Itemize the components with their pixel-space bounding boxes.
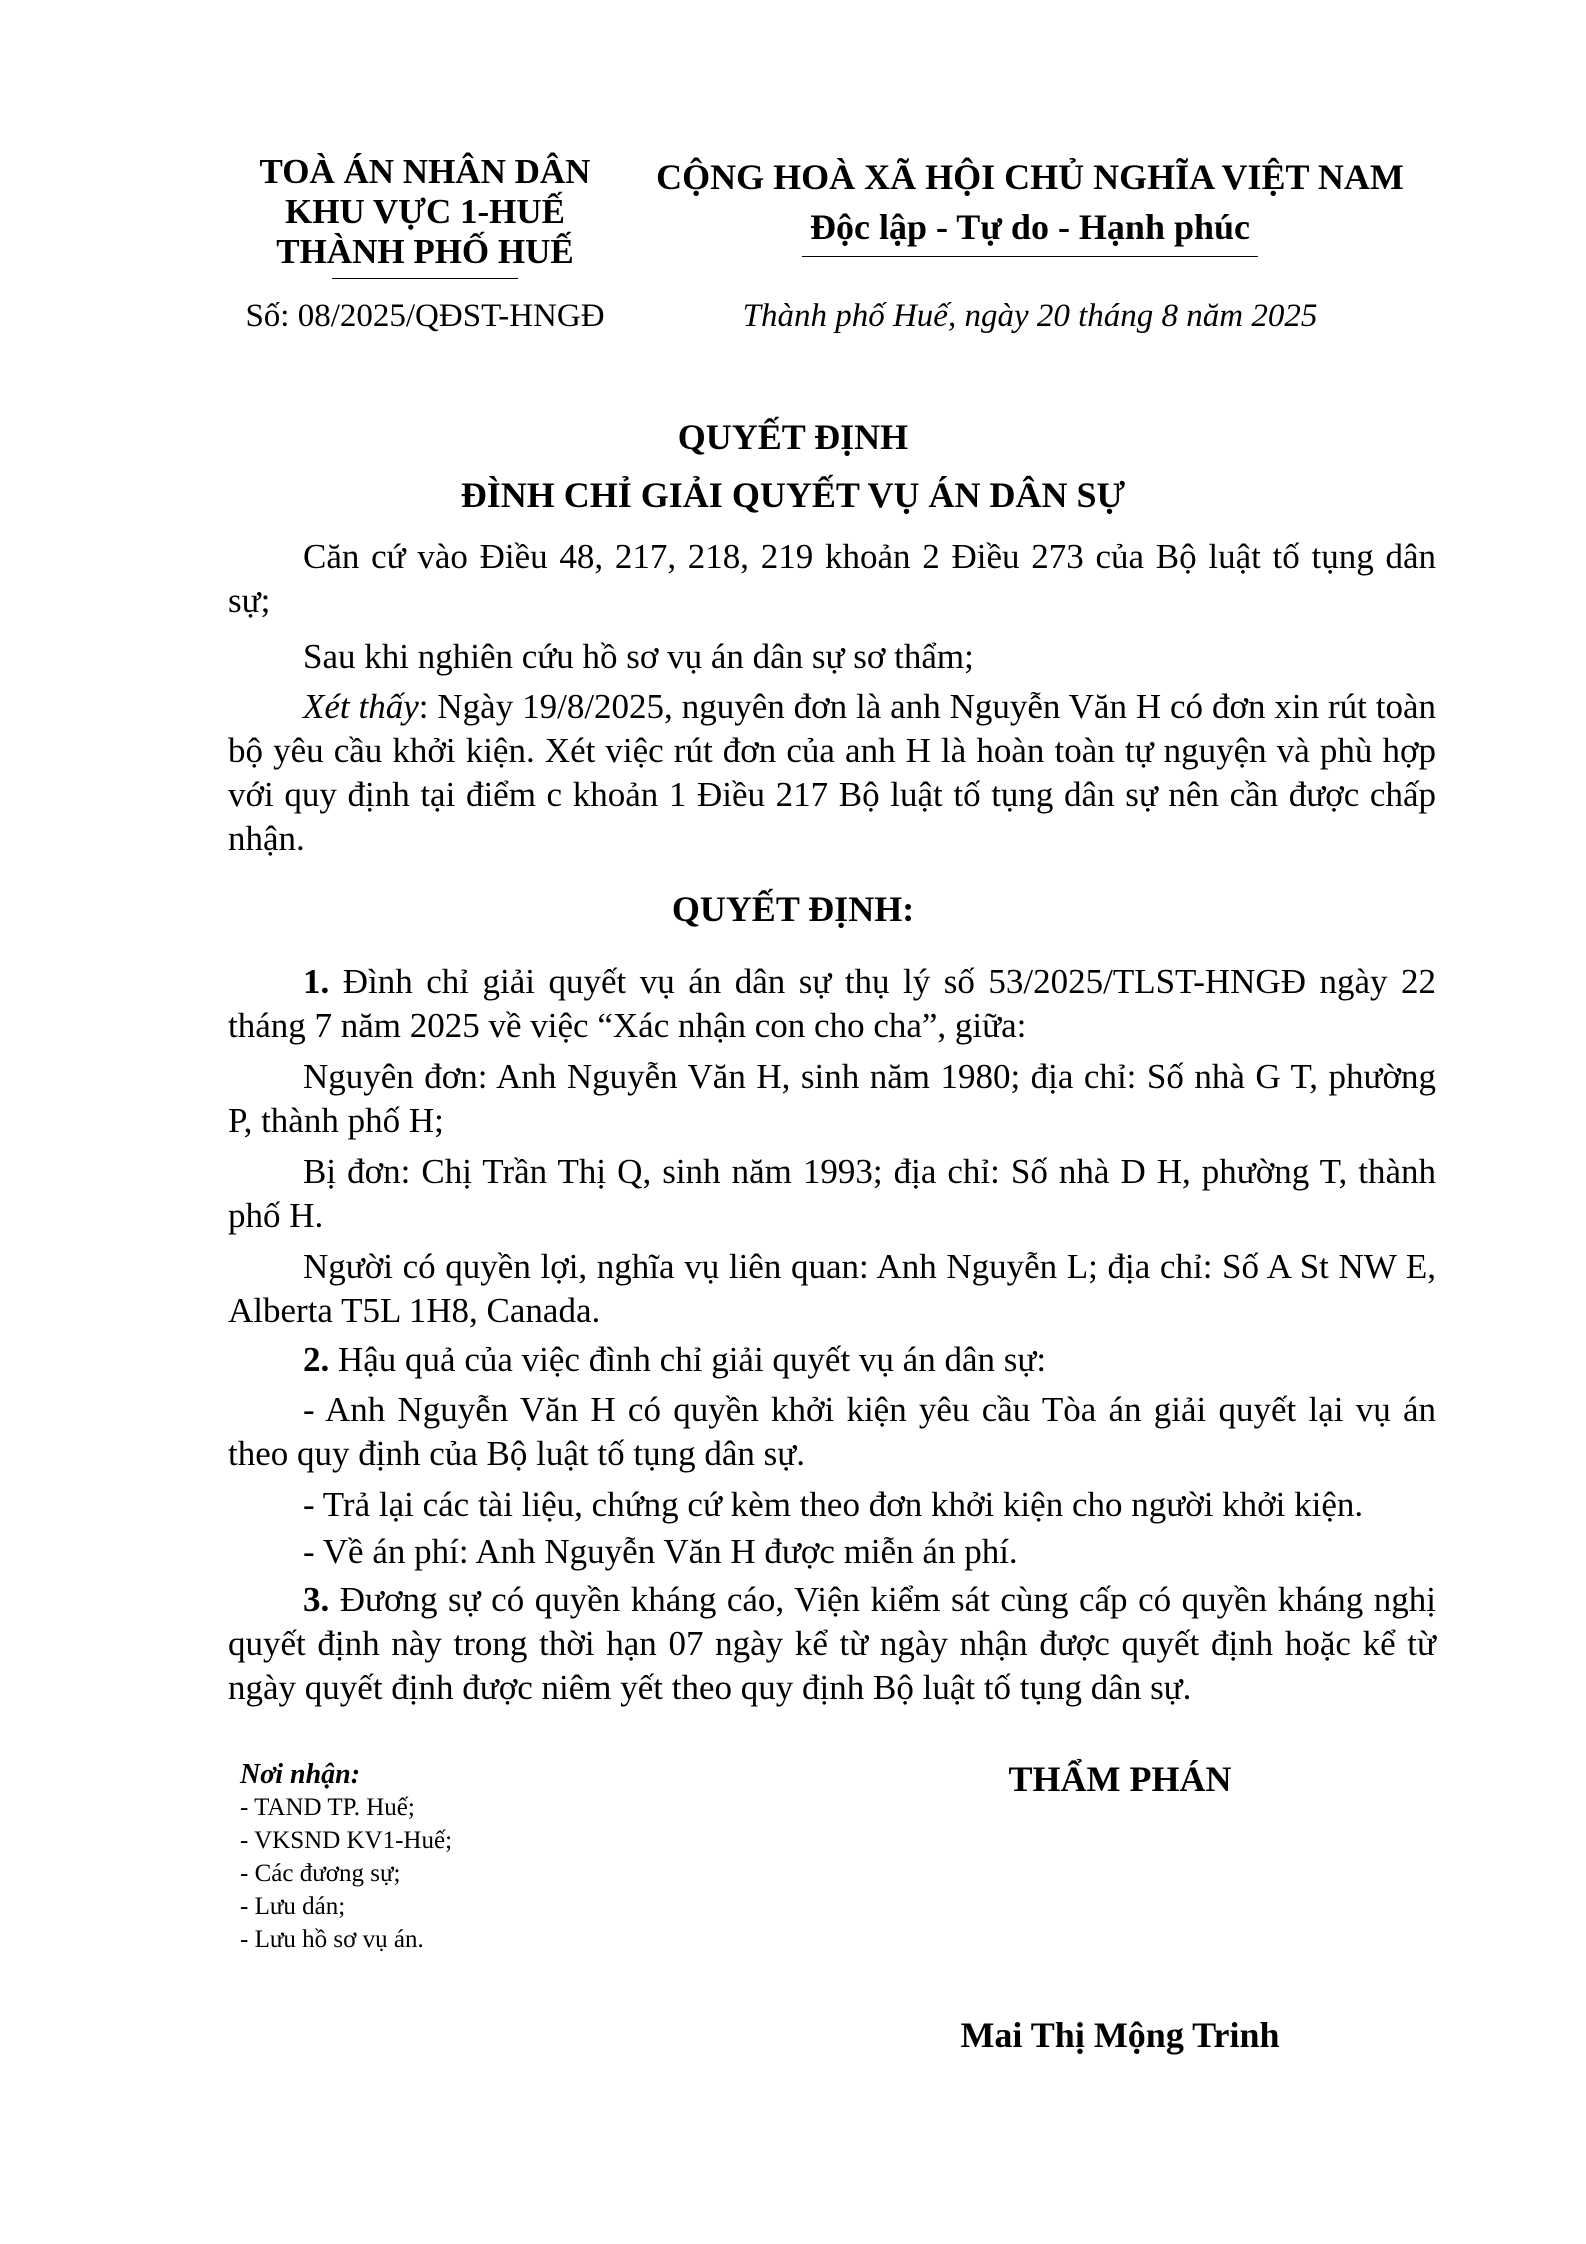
defendant-paragraph: Bị đơn: Chị Trần Thị Q, sinh năm 1993; địa chỉ: Số nhà D H, phường T, thành phố H. bbox=[228, 1152, 1436, 1235]
related-party-paragraph: Người có quyền lợi, nghĩa vụ liên quan: Anh Nguyễn L; địa chỉ: Số A St NW E, Alberta T5L 1H8, Canada. bbox=[228, 1247, 1436, 1330]
national-header bbox=[650, 152, 1410, 257]
decision-item-3 bbox=[228, 1578, 1436, 1710]
court-name-line3: THÀNH PHỐ HUẾ bbox=[276, 232, 574, 271]
considering-text: : Ngày 19/8/2025, nguyên đơn là anh Nguyễn Văn H có đơn xin rút toàn bộ yêu cầu khởi kiện. Xét việc rút đơn của anh H là hoàn toàn tự nguyện và phù hợp với quy định tại điểm c khoản 1 Điều 217 Bộ luật tố tụng dân sự nên cần được chấp nhận. bbox=[228, 687, 1436, 858]
item-3-number: 3. bbox=[303, 1580, 330, 1619]
item-1-text: Đình chỉ giải quyết vụ án dân sự thụ lý số 53/2025/TLST-HNGĐ ngày 22 tháng 7 năm 2025 về việc “Xác nhận con cho cha”, giữa: bbox=[228, 962, 1436, 1045]
document-title: QUYẾT ĐỊNH bbox=[677, 417, 909, 457]
item-1-number: 1. bbox=[303, 962, 330, 1001]
consequence-refile: - Anh Nguyễn Văn H có quyền khởi kiện yêu cầu Tòa án giải quyết lại vụ án theo quy định của Bộ luật tố tụng dân sự. bbox=[228, 1390, 1436, 1473]
recipient-item: - Lưu dán; bbox=[240, 1893, 346, 1920]
consequence-court-fee: - Về án phí: Anh Nguyễn Văn H được miễn án phí. bbox=[303, 1532, 1018, 1571]
country-name: CỘNG HOÀ XÃ HỘI CHỦ NGHĨA VIỆT NAM bbox=[656, 157, 1404, 197]
considering-paragraph bbox=[228, 685, 1436, 861]
decision-item-1 bbox=[228, 960, 1436, 1048]
court-name-line1: TOÀ ÁN NHÂN DÂN bbox=[259, 152, 591, 191]
item-2-text: Hậu quả của việc đình chỉ giải quyết vụ án dân sự: bbox=[329, 1340, 1047, 1379]
recipient-item: - Các đương sự; bbox=[240, 1860, 401, 1887]
place-date-line: Thành phố Huế, ngày 20 tháng 8 năm 2025 bbox=[742, 298, 1318, 334]
motto-underline bbox=[802, 256, 1258, 257]
recipients-label: Nơi nhận: bbox=[240, 1759, 361, 1790]
legal-basis-paragraph: Căn cứ vào Điều 48, 217, 218, 219 khoản 2 Điều 273 của Bộ luật tố tụng dân sự; bbox=[228, 537, 1436, 620]
plaintiff-paragraph: Nguyên đơn: Anh Nguyễn Văn H, sinh năm 1980; địa chỉ: Số nhà G T, phường P, thành phố H; bbox=[228, 1057, 1436, 1140]
recipients-block bbox=[240, 1758, 452, 1956]
document-number: Số: 08/2025/QĐST-HNGĐ bbox=[245, 298, 605, 334]
court-header bbox=[190, 152, 660, 279]
national-motto: Độc lập - Tự do - Hạnh phúc bbox=[809, 207, 1251, 247]
court-name-line2: KHU VỰC 1-HUẾ bbox=[285, 192, 565, 231]
recipient-item: - TAND TP. Huế; bbox=[240, 1794, 415, 1821]
signer-name: Mai Thị Mộng Trinh bbox=[960, 2015, 1280, 2055]
item-3-text: Đương sự có quyền kháng cáo, Viện kiểm sát cùng cấp có quyền kháng nghị quyết định này trong thời hạn 07 ngày kể từ ngày nhận được quyết định hoặc kể từ ngày quyết định được niêm yết theo quy định Bộ luật tố tụng dân sự. bbox=[228, 1580, 1436, 1707]
document-subtitle: ĐÌNH CHỈ GIẢI QUYẾT VỤ ÁN DÂN SỰ bbox=[460, 475, 1126, 515]
recipient-item: - VKSND KV1-Huế; bbox=[240, 1827, 453, 1854]
consequence-return-documents: - Trả lại các tài liệu, chứng cứ kèm theo đơn khởi kiện cho người khởi kiện. bbox=[303, 1485, 1364, 1524]
signer-title: THẨM PHÁN bbox=[1008, 1759, 1232, 1799]
court-header-underline bbox=[332, 278, 518, 279]
decision-heading: QUYẾT ĐỊNH: bbox=[671, 889, 915, 929]
decision-item-2 bbox=[228, 1338, 1436, 1382]
considering-label: Xét thấy bbox=[303, 687, 419, 726]
recipient-item: - Lưu hồ sơ vụ án. bbox=[240, 1926, 424, 1953]
item-2-number: 2. bbox=[303, 1340, 330, 1379]
study-paragraph: Sau khi nghiên cứu hồ sơ vụ án dân sự sơ thẩm; bbox=[303, 637, 974, 676]
